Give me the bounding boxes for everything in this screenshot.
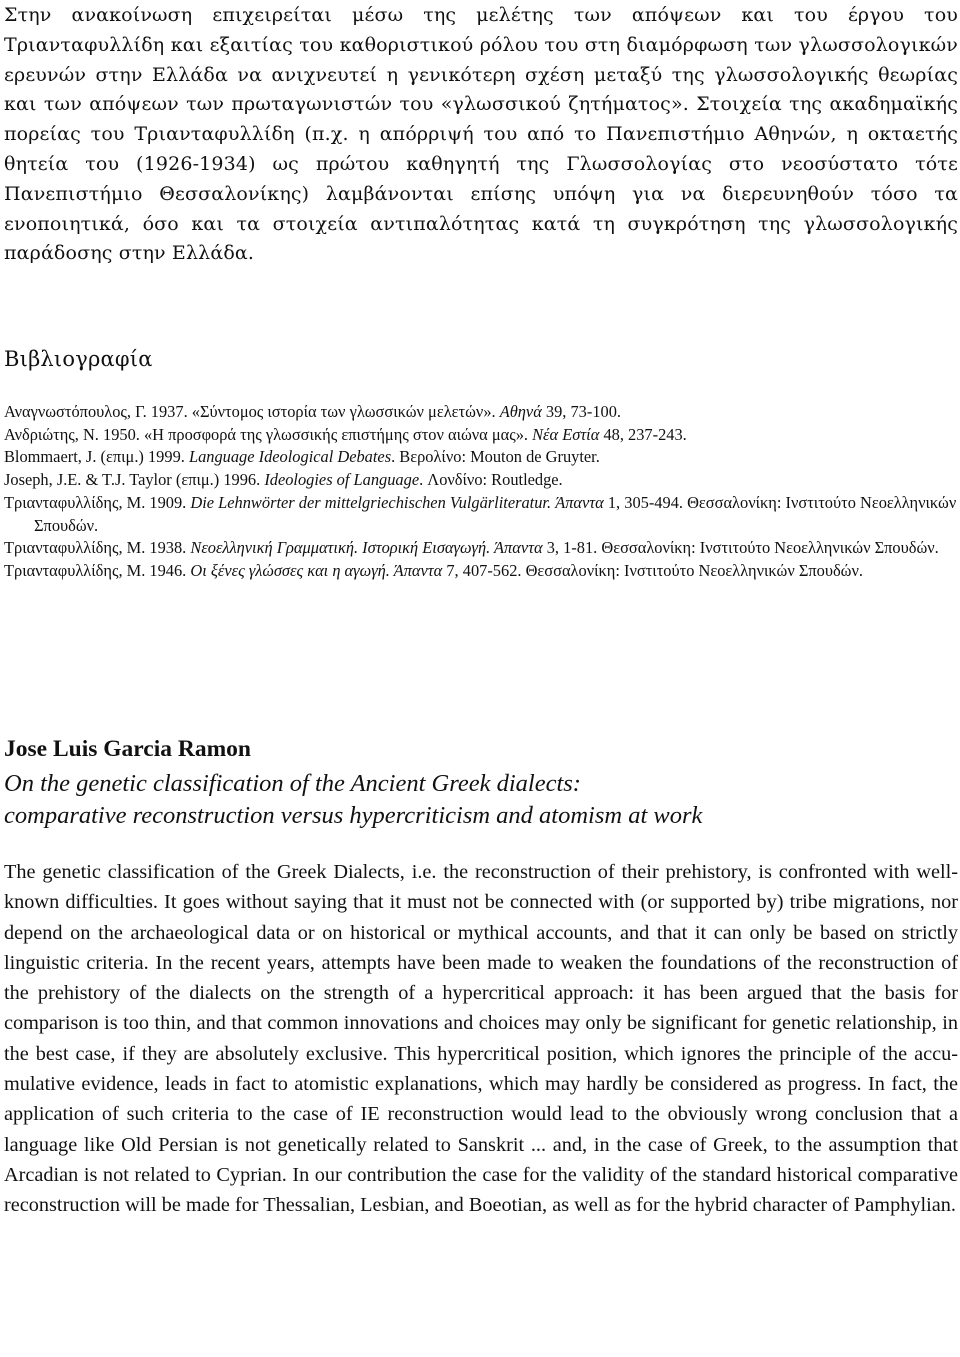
bibliography-list [4,401,958,583]
bibliography-entry: Blommaert, J. (επιμ.) 1999. Language Ideological Debates. Βερολίνο: Mouton de Gruyter. [4,447,600,467]
bibliography-entry: Joseph, J.E. & T.J. Taylor (επιμ.) 1996. Ideologies of Language. Λονδίνο: Routledge. [4,470,563,490]
bibliography-entry: Τριανταφυλλίδης, Μ. 1938. Νεοελληνική Γραμματική. Ιστορική Εισαγωγή. Άπαντα 3, 1-81. Θεσσαλονίκη: Ινστιτούτο Νεοελληνικών Σπουδών. [4,538,939,558]
article-author: Jose Luis Garcia Ramon [4,736,251,762]
intro-paragraph [4,1,958,269]
bibliography-entry: Αναγνωστόπουλος, Γ. 1937. «Σύντομος ιστορία των γλωσσικών μελετών». Αθηνά 39, 73-100. [4,402,622,421]
intro-paragraph-text: Στην ανακοίνωση επιχειρείται μέσω της μελέτης των απόψεων και του έργου του Τριανταφυλλίδη και εξαιτίας του καθοριστικού ρόλου του στη διαμόρφωση των γλωσσολογικών ερευνών στην Ελλάδα να ανιχνευτεί η γενικότερη σχέση μεταξύ της γλωσσολογικής θεωρίας και των απόψεων των πρωταγωνιστών του «γλωσσικού ζητήματος». Στοιχεία της ακαδημαϊκής πορείας του Τριανταφυλλίδη (π.χ. η απόρριψή του από το Πανεπιστήμιο Αθηνών, η οκταετής θητεία του (1926-1934) ως πρώτου καθηγητή της Γλωσσολογίας στο νεοσύστατο τότε Πανεπιστήμιο Θεσσαλονίκης) λαμβάνονται επίσης υπόψη για να διερευνηθούν τόσο τα ενοποιητικά, όσο και τα στοιχεία αντιπαλότητας κατά τη συγκρότηση της γλωσσολογικής παράδοσης στην Ελλάδα. [4,4,958,265]
bibliography-entry: Ανδριώτης, Ν. 1950. «Η προσφορά της γλωσσικής επιστήμης στον αιώνα μας». Νέα Εστία 48, 237-243. [4,424,687,444]
article-title [4,768,702,832]
article-title-line-2: comparative reconstruction versus hypercriticism and atomism at work [4,802,703,829]
bibliography-heading: Βιβλιογραφία [4,347,153,371]
bibliography-entry: Τριανταφυλλίδης, Μ. 1946. Οι ξένες γλώσσες και η αγωγή. Άπαντα 7, 407-562. Θεσσαλονίκη: Ινστιτούτο Νεοελληνικών Σπουδών. [4,560,863,580]
article-abstract [4,857,958,1221]
article-abstract-text: The genetic classification of the Greek Dialects, i.e. the reconstruction of their prehistory, is confronted with well-known difficulties. It goes without saying that it must not be connected with (or supported by) tribe migrations, nor depend on the archaeological data or on historical or mythical accounts, and that it can only be based on strictly linguistic criteria. In the recent years, attempts have been made to weaken the foundations of the reconstruction of the prehistory of the dialects on the strength of a hypercritical approach: it has been argued that the basis for comparison is too thin, and that common innovations and choices may only be significant for genetic relationship, in the best case, if they are absolutely exclusive. This hypercritical position, which ignores the principle of the accumulative evidence, leads in fact to atomistic explanations, which may hardly be considered as progress. In fact, the application of such criteria to the case of IE reconstruction would lead to the obviously wrong conclusion that a language like Old Persian is not genetically related to Sanskrit ... and, in the case of Greek, to the assumption that Arcadian is not related to Cyprian. In our contribution the case for the validity of the standard historical comparative reconstruction will be made for Thessalian, Lesbian, and Boeotian, as well as for the hybrid character of Pamphylian. [4,861,958,1217]
article-title-line-1: On the genetic classification of the Ancient Greek dialects: [4,770,581,797]
bibliography-entry: Τριανταφυλλίδης, Μ. 1909. Die Lehnwörter der mittelgriechischen Vulgärliteratur. Άπαντα 1, 305-494. Θεσσαλονίκη: Ινστιτούτο Νεοελληνικών Σπουδών. [4,492,957,535]
